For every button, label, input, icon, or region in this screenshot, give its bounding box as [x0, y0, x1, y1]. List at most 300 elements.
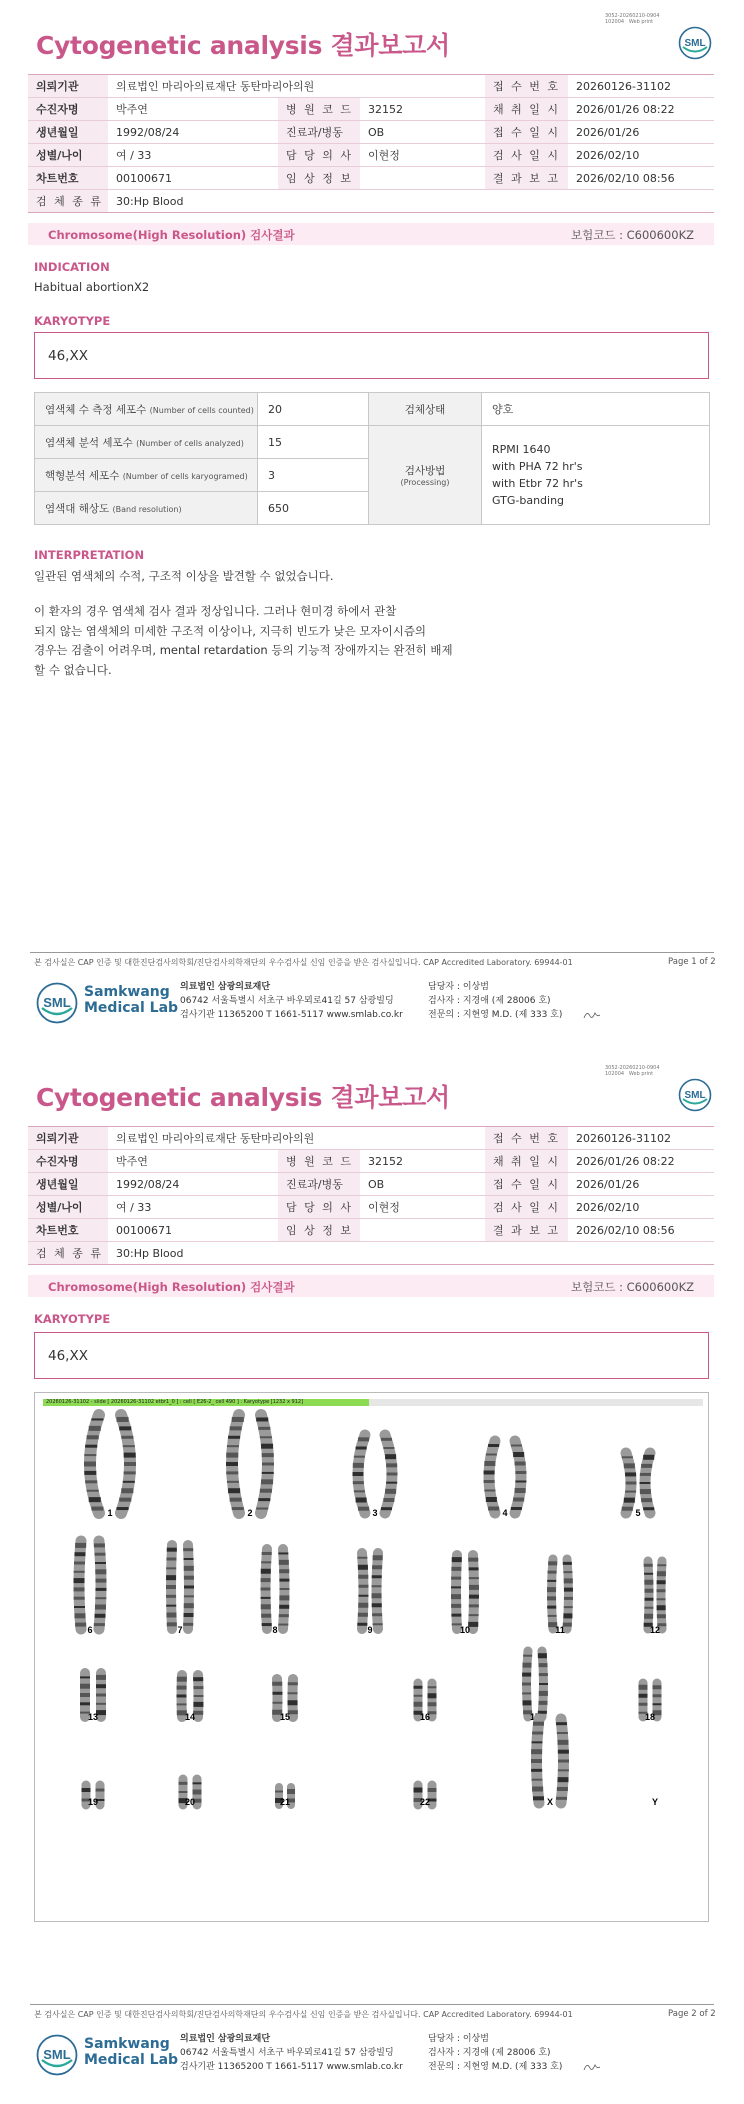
chromosome-band — [640, 1489, 651, 1494]
chromosome-band — [469, 1567, 479, 1570]
chromosome-band — [96, 1675, 106, 1680]
chromosome — [657, 1561, 667, 1629]
chromosome-band — [230, 1426, 242, 1430]
stamp-line: 102004 — [605, 19, 625, 25]
report-title: Cytogenetic analysis 결과보고서 — [36, 31, 450, 60]
doctor-label: 담 당 의 사 — [278, 144, 360, 167]
insurance-code: 보험코드 : C600600KZ — [571, 228, 694, 242]
chromosome-band — [547, 1587, 556, 1592]
interpretation-line: 이 환자의 경우 염색체 검사 결과 정상입니다. 그러나 현미경 하에서 관찰 — [34, 604, 397, 618]
cells-analyzed-value: 15 — [258, 426, 369, 459]
chromosome-band — [262, 1453, 274, 1457]
chromosome-band — [644, 1573, 653, 1575]
chromosome-body — [648, 1561, 649, 1629]
dob-label: 생년월일 — [28, 121, 108, 144]
chromosome-band — [288, 1700, 298, 1705]
band-resolution-value: 650 — [258, 492, 369, 525]
chromosome-band — [381, 1438, 392, 1441]
chromosome-band — [531, 1741, 542, 1743]
chromosome-band — [184, 1603, 194, 1608]
chromosome-band — [624, 1463, 635, 1468]
chromosome-band — [226, 1453, 238, 1458]
doctor-value: 이현정 — [360, 144, 485, 167]
chromosome-band — [653, 1685, 662, 1689]
patient-label: 수진자명 — [28, 98, 108, 121]
chromosome-band — [539, 1691, 548, 1696]
chromosome-band — [94, 1543, 105, 1547]
chromosome — [193, 1675, 203, 1717]
chromosome-band — [522, 1692, 531, 1694]
chromosome-band — [121, 1488, 133, 1493]
received-value: 2026/01/26 — [568, 1173, 714, 1196]
chromosome-band — [358, 1575, 368, 1579]
chromosome-band — [80, 1702, 90, 1705]
chromosome-band — [279, 1569, 289, 1573]
chromosome-band — [184, 1566, 194, 1571]
chromosome-label: 2 — [247, 1508, 253, 1518]
chromosome-band — [353, 1463, 364, 1468]
chromosome-band — [354, 1490, 365, 1492]
chromosome-band — [166, 1567, 176, 1569]
chromosome-band — [626, 1482, 637, 1485]
hospital-code-label: 병 원 코 드 — [278, 98, 360, 121]
chromosome-band — [119, 1426, 131, 1430]
chromosome-band — [74, 1578, 85, 1583]
chromosome-band — [230, 1498, 242, 1502]
chromosome-band — [74, 1606, 85, 1608]
sex-age-value: 여 / 33 — [108, 144, 278, 167]
chromosome-band — [74, 1552, 85, 1556]
chromosome-label: 16 — [419, 1712, 431, 1722]
test-date-value: 2026/02/10 — [568, 1196, 714, 1219]
method-value: RPMI 1640 with PHA 72 hr's with Etbr 72 hr's GTG-banding — [482, 426, 710, 525]
chromosome-band — [123, 1481, 135, 1483]
sml-logo-icon — [678, 1078, 712, 1112]
footer-divider — [30, 952, 714, 953]
chromosome-band — [643, 1507, 654, 1510]
chromosome-label: 15 — [279, 1712, 291, 1722]
patient-info-table — [28, 1126, 714, 1265]
footer-divider — [30, 2004, 714, 2005]
chromosome — [353, 1435, 370, 1513]
chromosome-band — [657, 1564, 666, 1566]
chromosome-band — [261, 1569, 271, 1574]
stamp-line: 102004 — [605, 1071, 625, 1077]
chromosome-band — [261, 1578, 271, 1582]
chromosome-band — [547, 1580, 556, 1582]
chromosome-band — [657, 1605, 666, 1610]
chromosome-band — [87, 1490, 99, 1492]
chromosome-band — [177, 1703, 187, 1705]
chromosome-band — [639, 1694, 648, 1698]
chromosome-band — [119, 1498, 131, 1502]
patient-info-table — [28, 74, 714, 213]
report-value: 2026/02/10 08:56 — [568, 1219, 714, 1242]
lab-name: Samkwang Medical Lab — [84, 2036, 179, 2068]
section-title: Chromosome(High Resolution) 검사결과 — [48, 1280, 295, 1294]
chromosome-label: 1 — [107, 1508, 113, 1518]
chromosome-band — [373, 1623, 383, 1625]
chromosome-band — [272, 1702, 282, 1704]
chromosome-band — [96, 1789, 105, 1792]
cells-counted-value: 20 — [258, 393, 369, 426]
chromosome-band — [372, 1603, 382, 1607]
specimen-state-value: 양호 — [482, 393, 710, 426]
chromosome-band — [256, 1417, 268, 1421]
interpretation-line: 되지 않는 염색체의 미세한 구조적 이상이나, 지극히 빈도가 낮은 모자이시즘의 — [34, 623, 427, 638]
chromosome-band — [96, 1703, 106, 1705]
chromosome-band — [515, 1462, 526, 1466]
chromosome-band — [657, 1589, 666, 1592]
accession-label: 접 수 번 호 — [485, 1127, 568, 1150]
chromosome-band — [558, 1740, 569, 1745]
clinical-label: 임 상 정 보 — [278, 1219, 360, 1242]
lab-staff: 담당자 : 이상범 검사자 : 지경애 (제 28006 호) 전문의 : 지현영 M.D. (제 333 호) — [428, 982, 563, 1020]
chromosome-band — [96, 1684, 106, 1688]
chromosome-band — [558, 1777, 569, 1782]
chromosome-band — [358, 1613, 368, 1617]
chromosome-band — [184, 1613, 194, 1617]
chromosome-band — [74, 1613, 85, 1618]
chromosome-label: 6 — [87, 1625, 93, 1635]
chromosome-band — [548, 1571, 557, 1574]
chromosome-band — [262, 1552, 272, 1555]
chromosome-band — [414, 1702, 423, 1707]
chromosome-band — [287, 1789, 295, 1794]
chromosome-band — [641, 1464, 652, 1468]
specimen-value: 30:Hp Blood — [108, 1242, 714, 1265]
chromosome-band — [372, 1565, 382, 1569]
report-value: 2026/02/10 08:56 — [568, 167, 714, 190]
clinical-value — [360, 1219, 485, 1242]
chromosome-band — [522, 1683, 531, 1686]
chromosome-band — [387, 1473, 398, 1476]
interpretation-body — [34, 602, 453, 680]
chromosome-band — [622, 1456, 633, 1458]
chromosome-body — [362, 1553, 364, 1629]
chromosome-band — [523, 1655, 532, 1657]
chromosome-band — [385, 1489, 396, 1494]
chromosome — [451, 1555, 462, 1629]
chromosome-band — [644, 1607, 653, 1609]
test-date-value: 2026/02/10 — [568, 144, 714, 167]
chromosome-band — [414, 1788, 423, 1793]
chromosome-band — [644, 1580, 653, 1585]
chromosome-band — [166, 1595, 176, 1598]
chromosome-band — [184, 1586, 194, 1589]
stamp-line: Web print — [628, 19, 654, 25]
chromosome-band — [548, 1615, 557, 1617]
chromosome-body — [473, 1555, 474, 1629]
chromosome-band — [644, 1614, 653, 1619]
chromosome-band — [383, 1447, 394, 1449]
chromosome-band — [358, 1585, 368, 1588]
test-date-label: 검 사 일 시 — [485, 1196, 568, 1219]
chromosome-band — [184, 1595, 194, 1597]
specimen-label: 검 체 종 류 — [28, 1242, 108, 1265]
logo-text: SML — [43, 2047, 71, 2062]
chromosome-label: 7 — [177, 1625, 183, 1635]
chromosome-band — [451, 1594, 461, 1599]
chromosome-band — [531, 1749, 542, 1754]
stamp-line: 3052-20260210-0904 — [605, 1065, 660, 1071]
doctor-label: 담 당 의 사 — [278, 1196, 360, 1219]
report-title: Cytogenetic analysis 결과보고서 — [36, 1083, 450, 1112]
chromosome-label: 11 — [555, 1625, 565, 1635]
chromosome-band — [643, 1455, 654, 1460]
accession-value: 20260126-31102 — [568, 1127, 714, 1150]
chromosome-band — [558, 1760, 569, 1763]
chromosome-band — [232, 1507, 244, 1510]
chromosome-band — [356, 1498, 367, 1503]
chromosome-band — [539, 1673, 548, 1676]
section-title: Chromosome(High Resolution) 검사결과 — [48, 228, 295, 242]
chromosome-band — [547, 1596, 556, 1600]
received-value: 2026/01/26 — [568, 121, 714, 144]
chromosome-label: 13 — [87, 1712, 99, 1722]
chromosome — [278, 1549, 289, 1629]
chromosome-band — [193, 1790, 202, 1795]
chromosome-band — [357, 1557, 367, 1559]
chromosome-band — [95, 1614, 106, 1618]
chromosome-band — [564, 1597, 573, 1600]
stamp-line: Web print — [628, 1071, 654, 1077]
chromosome-band — [91, 1418, 103, 1420]
chromosome-band — [386, 1463, 397, 1467]
band-resolution-label: 염색대 해상도 (Band resolution) — [35, 492, 258, 525]
interpretation-heading: INTERPRETATION — [34, 548, 145, 562]
chromosome-band — [451, 1586, 461, 1588]
chromosome-band — [226, 1471, 238, 1474]
sex-age-label: 성별/나이 — [28, 1196, 108, 1219]
chromosome-band — [484, 1461, 495, 1466]
chromosome-band — [87, 1435, 99, 1439]
chromosome-band — [451, 1577, 461, 1580]
chromosome-band — [357, 1623, 367, 1626]
chromosome-band — [515, 1481, 526, 1483]
chromosome-band — [74, 1571, 85, 1573]
patient-value: 박주연 — [108, 1150, 278, 1173]
chromosome-band — [353, 1472, 364, 1476]
chromosome-band — [166, 1575, 176, 1580]
signature-icon — [582, 2060, 602, 2074]
chromosome-band — [385, 1454, 396, 1459]
chromosome-band — [372, 1593, 382, 1598]
sml-logo-icon — [678, 26, 712, 60]
chromosome-band — [74, 1562, 85, 1565]
chromosome-band — [177, 1677, 187, 1682]
chromosome-label: 10 — [459, 1625, 471, 1635]
report-label: 결 과 보 고 — [485, 1219, 568, 1242]
lab-name: Samkwang Medical Lab — [84, 984, 179, 1016]
karyogram-chromosomes — [35, 1393, 708, 1921]
chromosome-label: 5 — [635, 1508, 641, 1518]
chromosome-band — [354, 1456, 365, 1458]
print-stamp — [605, 13, 660, 25]
chromosome-band — [166, 1605, 176, 1607]
chromosome-band — [558, 1750, 569, 1754]
chromosome-band — [644, 1598, 653, 1601]
hospital-code-value: 32152 — [360, 98, 485, 121]
chromosome-band — [532, 1732, 543, 1735]
chromosome-body — [515, 1441, 521, 1513]
chromosome-band — [194, 1695, 204, 1697]
chromosome-band — [563, 1562, 572, 1565]
chromosome-band — [533, 1722, 544, 1726]
chromosome-band — [641, 1498, 652, 1502]
chromosome-band — [564, 1588, 573, 1592]
chromosome-band — [511, 1445, 522, 1447]
chromosome-band — [657, 1614, 666, 1618]
chromosome — [80, 1673, 90, 1717]
samkwang-logo-icon — [36, 982, 78, 1024]
chromosome-label: 14 — [184, 1712, 196, 1722]
chromosome-band — [428, 1702, 437, 1706]
chromosome-label: Y — [651, 1797, 659, 1807]
chromosome-band — [383, 1498, 394, 1502]
chromosome-band — [74, 1587, 85, 1591]
chromosome-band — [358, 1437, 369, 1441]
report-label: 결 과 보 고 — [485, 167, 568, 190]
section-bar — [28, 223, 714, 245]
chromosome-body — [552, 1559, 554, 1629]
chromosome-band — [260, 1489, 272, 1493]
chromosome-band — [640, 1482, 651, 1484]
chromosome-band — [657, 1598, 666, 1600]
chromosome-band — [452, 1557, 462, 1562]
chromosome-band — [538, 1653, 547, 1658]
chart-value: 00100671 — [108, 167, 278, 190]
chromosome-band — [84, 1454, 96, 1456]
chromosome-band — [414, 1686, 423, 1689]
chromosome-band — [484, 1471, 495, 1475]
cells-karyogramed-value: 3 — [258, 459, 369, 492]
chromosome-band — [469, 1595, 479, 1599]
insurance-code: 보험코드 : C600600KZ — [571, 1280, 694, 1294]
chromosome-label: 21 — [279, 1797, 291, 1807]
page-number: Page 1 of 2 — [668, 957, 716, 967]
chart-value: 00100671 — [108, 1219, 278, 1242]
chromosome-band — [372, 1613, 382, 1616]
chart-label: 차트번호 — [28, 1219, 108, 1242]
chromosome-band — [193, 1702, 203, 1707]
chromosome-band — [381, 1507, 392, 1510]
chromosome-band — [177, 1695, 187, 1698]
chromosome-band — [91, 1507, 103, 1511]
specimen-state-label: 검체상태 — [369, 393, 482, 426]
chromosome-band — [228, 1436, 240, 1439]
chromosome-band — [386, 1482, 397, 1484]
karyotype-heading: KARYOTYPE — [34, 314, 111, 328]
accession-value: 20260126-31102 — [568, 75, 714, 98]
chromosome-band — [95, 1588, 106, 1591]
chromosome — [640, 1453, 655, 1513]
clinical-value — [360, 167, 485, 190]
chromosome-band — [488, 1444, 499, 1447]
chromosome-band — [262, 1472, 274, 1474]
chromosome-band — [486, 1497, 497, 1502]
chromosome-band — [123, 1445, 135, 1447]
chromosome-band — [556, 1722, 567, 1725]
chromosome-band — [262, 1623, 272, 1626]
chromosome-band — [95, 1605, 106, 1610]
chromosome-band — [531, 1759, 542, 1763]
dept-value: OB — [360, 121, 485, 144]
chromosome-band — [653, 1703, 662, 1705]
chromosome-band — [451, 1614, 461, 1617]
chromosome-band — [522, 1700, 531, 1705]
lab-address: 의료법인 삼광의료재단 06742 서울특별시 서초구 바우뫼로41길 57 삼광빌딩 검사기관 11365200 T 1661-5117 www.smlab.co.kr — [180, 982, 403, 1020]
chromosome-band — [469, 1585, 479, 1590]
chromosome-band — [75, 1623, 86, 1627]
chromosome — [644, 1561, 654, 1629]
chromosome-band — [95, 1562, 106, 1564]
chromosome-band — [84, 1471, 96, 1475]
chromosome-band — [428, 1686, 437, 1688]
collected-value: 2026/01/26 08:22 — [568, 1150, 714, 1173]
samkwang-logo-icon — [36, 2034, 78, 2076]
indication-heading: INDICATION — [34, 260, 110, 274]
chromosome — [117, 1415, 136, 1513]
chromosome-band — [639, 1685, 648, 1690]
chromosome-band — [486, 1454, 497, 1456]
indication-text: Habitual abortionX2 — [34, 280, 150, 294]
chromosome-band — [193, 1782, 202, 1784]
chromosome-band — [260, 1436, 272, 1438]
chromosome-label: 8 — [272, 1625, 278, 1635]
chromosome — [94, 1541, 107, 1629]
chromosome-band — [558, 1769, 569, 1771]
chromosome-band — [356, 1447, 367, 1450]
signature-icon — [582, 1008, 602, 1022]
chromosome-band — [166, 1585, 176, 1589]
chromosome-label: 20 — [184, 1797, 196, 1807]
chromosome-band — [469, 1614, 479, 1616]
chromosome-band — [80, 1693, 90, 1697]
chromosome — [177, 1675, 187, 1717]
patient-value: 박주연 — [108, 98, 278, 121]
chromosome-band — [557, 1732, 568, 1734]
client-label: 의뢰기관 — [28, 1127, 108, 1150]
chromosome-band — [515, 1471, 526, 1474]
chromosome-band — [532, 1787, 543, 1792]
karyotype-value: 46,XX — [48, 348, 88, 364]
karyogram-image — [34, 1392, 709, 1922]
chromosome-band — [261, 1479, 273, 1484]
chromosome-label: 17 — [529, 1712, 541, 1722]
specimen-label: 검 체 종 류 — [28, 190, 108, 213]
chromosome-band — [548, 1561, 557, 1565]
chromosome — [538, 1651, 548, 1717]
print-stamp — [605, 1065, 660, 1077]
chromosome — [74, 1541, 87, 1629]
chromosome-band — [279, 1605, 289, 1609]
logo-text: SML — [684, 1090, 706, 1101]
chromosome-band — [261, 1597, 271, 1599]
chromosome-band — [117, 1417, 129, 1422]
chromosome-band — [358, 1565, 368, 1570]
chromosome-band — [644, 1564, 653, 1567]
logo-text: SML — [684, 38, 706, 49]
patient-label: 수진자명 — [28, 1150, 108, 1173]
interpretation-line: 경우는 검출이 어려우며, mental retardation 등의 기능적 장애까지는 완전히 배제 — [34, 643, 453, 657]
chromosome-band — [373, 1555, 383, 1560]
footer-note: 본 검사실은 CAP 인증 및 대한진단검사의학회/진단검사의학재단의 우수검사실 신임 인증을 받은 검사실입니다. CAP Accredited Laboratory. 69944-01 — [34, 2010, 573, 2019]
chromosome-band — [272, 1692, 282, 1695]
chromosome-band — [288, 1692, 298, 1694]
chromosome — [183, 1545, 194, 1629]
chromosome-band — [644, 1589, 653, 1593]
